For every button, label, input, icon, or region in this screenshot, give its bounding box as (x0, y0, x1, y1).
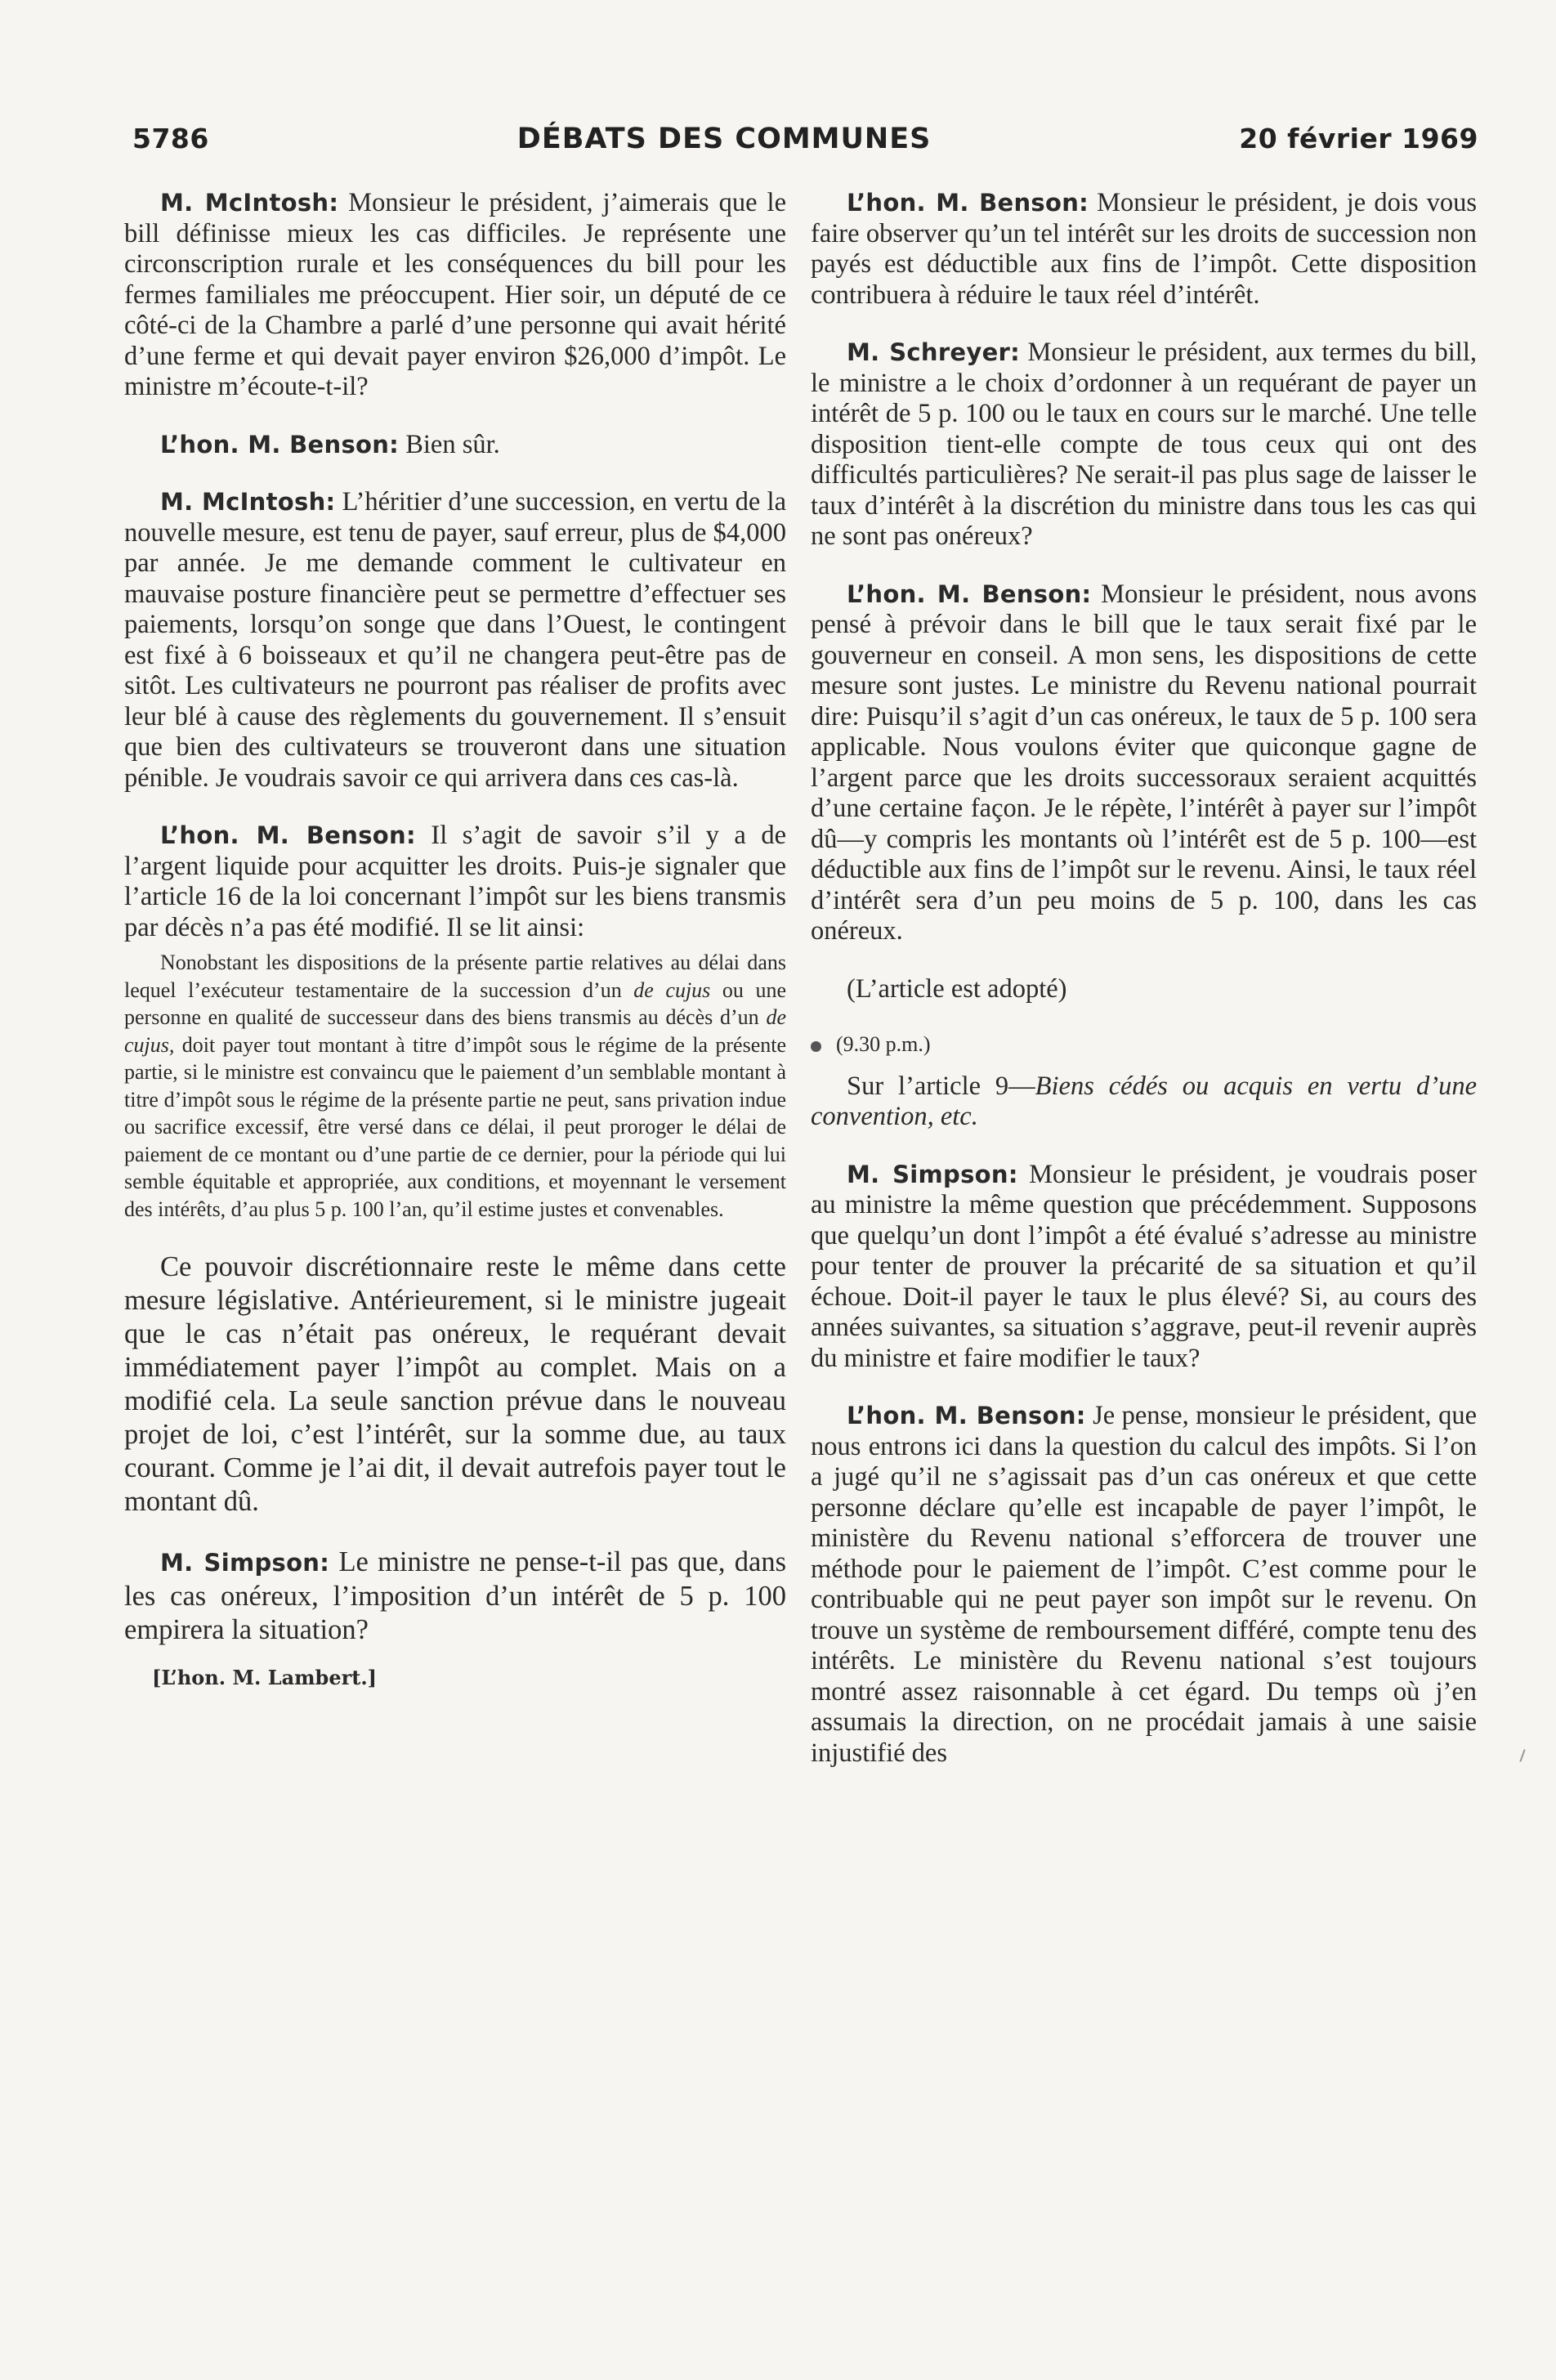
paragraph (811, 579, 1477, 947)
speaker: L’hon. M. Benson: (847, 579, 1092, 608)
law-quotation (124, 949, 786, 1223)
speech: Il s’agit de savoir s’il y a de l’argent liquide pour acquitter les droits. Puis-je signaler que l’article 16 de la loi concernant l’impôt sur les biens transmis par décès n’a pas été modifié. Il se lit ainsi: (124, 821, 786, 942)
speech: Je pense, monsieur le président, que nous entrons ici dans la question du calcul des impôts. Si l’on a jugé qu’il ne s’agissait pas d’un cas onéreux et que cette personne déclare qu’elle est incapable de payer l’impôt, le ministère du Revenu national s’efforcera de trouver une méthode pour le paiement de l’impôt. C’est comme pour le contribuable qui ne peut payer son impôt sur le revenu. On trouve un système de remboursement différé, compte tenu des intérêts. Le ministère du Revenu national s’est toujours montré assez raisonnable à cet égard. Du temps où j’en assumais la direction, on ne procédait jamais à une saisie injustifié des (811, 1401, 1477, 1768)
footer-note: [L’hon. M. Lambert.] (152, 1666, 378, 1689)
publication-title: DÉBATS DES COMMUNES (516, 123, 932, 155)
paragraph (124, 487, 786, 794)
page-date: 20 février 1969 (1239, 123, 1478, 154)
article-adopted: (L’article est adopté) (847, 973, 1067, 1004)
quotation-text: Nonobstant les dispositions de la présente partie relatives au délai dans lequel l’exécuteur testamentaire de la succession d’un de cujus ou une personne en qualité de successeur dans des biens transmis au décès d’un de cujus, doit payer tout montant à titre d’impôt sous le régime de la présente partie, si le ministre est convaincu que le paiement d’un semblable montant à titre d’impôt sous le régime de la présente partie ne peut, sans privation indue ou sacrifice excessif, être versé dans ce délai, il peut proroger le délai de paiement de ce montant ou d’une partie de ce dernier, pour la période qui lui semble équitable et appropriée, aux conditions, et moyennant le versement des intérêts, d’au plus 5 p. 100 l’an, qu’il estime justes et convenables. (124, 951, 787, 1221)
paragraph (811, 1160, 1477, 1375)
time-stamp: (9.30 p.m.) (811, 1029, 1477, 1060)
speaker: M. Simpson: (160, 1549, 330, 1577)
article-heading: Sur l’article 9—Biens cédés ou acquis en vertu d’une convention, etc. (811, 1071, 1477, 1131)
speech: L’héritier d’une succession, en vertu de la nouvelle mesure, est tenu de payer, sauf erreur, plus de $4,000 par année. Je me demande comment le cultivateur en mauvaise posture financière peut se permettre d’effectuer ses paiements, lorsqu’on songe que dans l’Ouest, le contingent est fixé à 6 boisseaux et qu’il ne changera peut-être pas de sitôt. Les cultivateurs ne pourront pas réaliser de profits avec leur blé à cause des règlements du gouvernement. Il s’ensuit que bien des cultivateurs se trouveront dans une situation pénible. Je voudrais savoir ce qui arrivera dans ces cas-là. (124, 487, 787, 793)
speech: Monsieur le président, je dois vous faire observer qu’un tel intérêt sur les droits de succession non payés est déductible aux fins de l’impôt. Cette disposition contribuera à réduire le taux réel d’intérêt. (811, 188, 1478, 310)
speaker: L’hon. M. Benson: (847, 189, 1089, 217)
speech: Monsieur le président, nous avons pensé à prévoir dans le bill que le taux serait fixé par le gouverneur en conseil. A mon sens, les dispositions de cette mesure sont justes. Le ministre du Revenu national pourrait dire: Puisqu’il s’agit d’un cas onéreux, le taux de 5 p. 100 sera applicable. Nous voulons éviter que quiconque gagne de l’argent parce que les droits successoraux seraient acquittés d’une certaine façon. Je le répète, l’intérêt à payer sur l’impôt dû—y compris les montants où l’intérêt est de 5 p. 100—est déductible aux fins de l’impôt sur le revenu. Ainsi, le taux réel d’intérêt sera d’un peu moins de 5 p. 100, dans les cas onéreux. (811, 579, 1477, 946)
paragraph (811, 188, 1477, 311)
paragraph (124, 1250, 786, 1519)
speaker: M. McIntosh: (160, 189, 339, 217)
speaker: M. Simpson: (847, 1160, 1018, 1188)
speech: Ce pouvoir discrétionnaire reste le même dans cette mesure législative. Antérieurement, si le ministre jugeait que le cas n’était pas onéreux, le requérant devait immédiatement payer l’impôt au complet. Mais on a modifié cela. La seule sanction prévue dans le nouveau projet de loi, c’est l’intérêt, sur la somme due, au taux courant. Comme je l’ai dit, il devait autrefois payer tout le montant dû. (124, 1251, 786, 1517)
left-column (124, 188, 786, 1693)
speech: Le ministre ne pense-t-il pas que, dans les cas onéreux, l’imposition d’un intérêt de 5 p. 100 empirera la situation? (124, 1546, 787, 1645)
page-number: 5786 (132, 123, 209, 154)
speech: Bien sûr. (405, 429, 500, 459)
bullet-icon (811, 1041, 821, 1052)
speech: Monsieur le président, aux termes du bill, le ministre a le choix d’ordonner à un requérant de payer un intérêt de 5 p. 100 ou le taux en cours sur le marché. Une telle disposition tient-elle compte de tous ceux qui ont des difficultés particulières? Ne serait-il pas plus sage de laisser le taux d’intérêt à la discrétion du ministre dans tous les cas qui ne sont pas onéreux? (811, 338, 1477, 551)
speaker: M. McIntosh: (160, 488, 336, 516)
page-header (132, 123, 1478, 155)
paragraph (124, 821, 786, 943)
paragraph (811, 338, 1477, 552)
paragraph (124, 1546, 786, 1647)
right-column (811, 188, 1477, 1796)
speaker: L’hon. M. Benson: (847, 1402, 1086, 1429)
speech: Monsieur le président, j’aimerais que le bill définisse mieux les cas difficiles. Je représente une circonscription rurale et les conséquences du bill pour les fermes familiales me préoccupent. Hier soir, un député de ce côté-ci de la Chambre a parlé d’une personne qui avait hérité d’une ferme et qui devait payer environ $26,000 d’impôt. Le ministre m’écoute-t-il? (124, 188, 786, 401)
paragraph (124, 430, 786, 461)
speech: Monsieur le président, je voudrais poser au ministre la même question que précédemment. Supposons que quelqu’un dont l’impôt a été évalué s’adresse au ministre pour tenter de prouver la précarité de sa situation et qu’il échoue. Doit-il payer le taux le plus élevé? Si, au cours des années suivantes, sa situation s’aggrave, peut-il revenir auprès du ministre et faire modifier le taux? (811, 1159, 1478, 1373)
paragraph (124, 188, 786, 403)
speaker: M. Schreyer: (847, 338, 1021, 366)
scan-mark (1519, 1749, 1525, 1762)
speaker: L’hon. M. Benson: (160, 430, 400, 459)
speaker: L’hon. M. Benson: (160, 821, 416, 849)
paragraph (811, 1401, 1477, 1769)
